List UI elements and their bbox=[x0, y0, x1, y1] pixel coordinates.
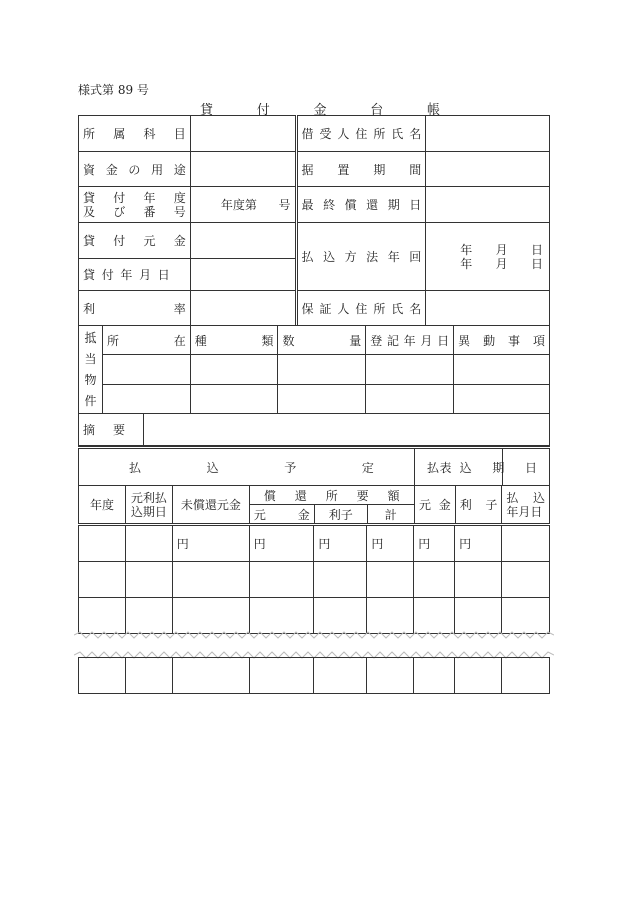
cell-principal[interactable] bbox=[249, 658, 314, 694]
header-sub-total: 計 bbox=[367, 505, 414, 524]
cell-paydate[interactable] bbox=[502, 658, 550, 694]
header-due-date: 元利払 込期日 bbox=[125, 486, 172, 524]
cell-quantity[interactable] bbox=[278, 355, 366, 385]
loan-info-table bbox=[78, 115, 550, 326]
field-loan-principal[interactable] bbox=[190, 223, 296, 259]
cell-location[interactable] bbox=[102, 385, 190, 414]
cell-due-date[interactable] bbox=[125, 598, 172, 634]
label-guarantor-address-name: 保 証 人 住 所 氏 名 bbox=[296, 291, 426, 326]
cell-actual-interest[interactable] bbox=[455, 658, 502, 694]
field-payment-dates[interactable]: 年 月 日 年 月 日 bbox=[426, 223, 550, 291]
cell-total[interactable] bbox=[367, 562, 414, 598]
cell-quantity[interactable] bbox=[278, 385, 366, 414]
collateral-table bbox=[78, 325, 550, 414]
cell-interest[interactable] bbox=[314, 562, 367, 598]
cell-unpaid[interactable] bbox=[172, 562, 249, 598]
header-unpaid-principal: 未償還元金 bbox=[172, 486, 249, 524]
cell-actual-principal[interactable]: 円 bbox=[414, 526, 455, 562]
break-line-top bbox=[74, 630, 554, 640]
header-actual-paydate: 払 込 年月日 bbox=[502, 486, 550, 524]
header-fiscal-year: 年度 bbox=[79, 486, 126, 524]
cell-registration-date[interactable] bbox=[366, 385, 454, 414]
label-grace-period: 据 置 期 間 bbox=[296, 152, 426, 187]
cell-paydate[interactable] bbox=[502, 526, 550, 562]
header-actual-interest: 利 子 bbox=[455, 486, 502, 524]
cell-year[interactable] bbox=[79, 658, 126, 694]
cell-actual-principal[interactable] bbox=[414, 658, 455, 694]
cell-due-date[interactable] bbox=[125, 562, 172, 598]
table-row bbox=[79, 526, 550, 562]
payment-schedule-continued bbox=[78, 657, 550, 694]
cell-unpaid[interactable] bbox=[172, 598, 249, 634]
cell-paydate[interactable] bbox=[502, 562, 550, 598]
label-final-repayment-date: 最 終 償 還 期 日 bbox=[296, 187, 426, 223]
table-row bbox=[79, 658, 550, 694]
field-loan-date[interactable] bbox=[190, 259, 296, 291]
header-payment-plan: 払 込 予 定 表 bbox=[79, 448, 503, 486]
field-fund-purpose[interactable] bbox=[190, 152, 296, 187]
field-loan-year-number[interactable]: 年度第 号 bbox=[190, 187, 296, 223]
form-number: 様式第 89 号 bbox=[78, 83, 149, 97]
header-changes: 異 動 事 項 bbox=[454, 326, 550, 355]
cell-interest[interactable] bbox=[314, 658, 367, 694]
label-loan-year-number: 貸 付 年 度 及 び 番 号 bbox=[79, 187, 191, 223]
cell-type[interactable] bbox=[190, 385, 278, 414]
header-sub-interest: 利子 bbox=[314, 505, 367, 524]
cell-location[interactable] bbox=[102, 355, 190, 385]
cell-paydate[interactable] bbox=[502, 598, 550, 634]
cell-principal[interactable]: 円 bbox=[249, 526, 314, 562]
cell-year[interactable] bbox=[79, 598, 126, 634]
memo-table bbox=[78, 413, 550, 446]
cell-total[interactable] bbox=[367, 598, 414, 634]
header-repayment-amount: 償 還 所 要 額 bbox=[249, 486, 414, 505]
cell-actual-interest[interactable]: 円 bbox=[455, 526, 502, 562]
header-type: 種 類 bbox=[190, 326, 278, 355]
cell-interest[interactable] bbox=[314, 598, 367, 634]
cell-due-date[interactable] bbox=[125, 658, 172, 694]
table-row bbox=[79, 562, 550, 598]
label-loan-date: 貸 付 年 月 日 bbox=[79, 259, 191, 291]
header-payment-date: 払 込 期 日 bbox=[415, 448, 550, 486]
field-guarantor-address-name[interactable] bbox=[426, 291, 550, 326]
label-department-account: 所 属 科 目 bbox=[79, 116, 191, 152]
cell-total[interactable] bbox=[367, 658, 414, 694]
cell-actual-principal[interactable] bbox=[414, 598, 455, 634]
header-sub-principal: 元 金 bbox=[249, 505, 314, 524]
label-memo: 摘 要 bbox=[79, 414, 144, 446]
payment-schedule-body bbox=[78, 525, 550, 634]
table-row bbox=[79, 598, 550, 634]
field-interest-rate[interactable] bbox=[190, 291, 296, 326]
header-location: 所 在 bbox=[102, 326, 190, 355]
cell-unpaid[interactable] bbox=[172, 658, 249, 694]
cell-changes[interactable] bbox=[454, 385, 550, 414]
header-actual-principal: 元 金 bbox=[415, 486, 456, 524]
cell-interest[interactable]: 円 bbox=[314, 526, 367, 562]
label-fund-purpose: 資 金 の 用 途 bbox=[79, 152, 191, 187]
cell-changes[interactable] bbox=[454, 355, 550, 385]
cell-unpaid[interactable]: 円 bbox=[172, 526, 249, 562]
cell-registration-date[interactable] bbox=[366, 355, 454, 385]
field-final-repayment-date[interactable] bbox=[426, 187, 550, 223]
header-quantity: 数 量 bbox=[278, 326, 366, 355]
label-payment-method: 払 込 方 法 年 回 bbox=[296, 223, 426, 291]
cell-actual-interest[interactable] bbox=[455, 598, 502, 634]
cell-year[interactable] bbox=[79, 562, 126, 598]
label-borrower-address-name: 借 受 人 住 所 氏 名 bbox=[296, 116, 426, 152]
cell-actual-interest[interactable] bbox=[455, 562, 502, 598]
cell-year[interactable] bbox=[79, 526, 126, 562]
field-department-account[interactable] bbox=[190, 116, 296, 152]
field-memo[interactable] bbox=[144, 414, 550, 446]
cell-total[interactable]: 円 bbox=[367, 526, 414, 562]
cell-principal[interactable] bbox=[249, 598, 314, 634]
cell-actual-principal[interactable] bbox=[414, 562, 455, 598]
actual-payment-header bbox=[414, 446, 550, 524]
cell-principal[interactable] bbox=[249, 562, 314, 598]
label-loan-principal: 貸 付 元 金 bbox=[79, 223, 191, 259]
cell-type[interactable] bbox=[190, 355, 278, 385]
field-grace-period[interactable] bbox=[426, 152, 550, 187]
label-collateral: 抵 当 物 件 bbox=[79, 326, 103, 414]
document-title: 貸 付 金 台 帳 bbox=[200, 103, 440, 118]
label-interest-rate: 利 率 bbox=[79, 291, 191, 326]
cell-due-date[interactable] bbox=[125, 526, 172, 562]
header-registration-date: 登 記 年 月 日 bbox=[366, 326, 454, 355]
field-borrower-address-name[interactable] bbox=[426, 116, 550, 152]
